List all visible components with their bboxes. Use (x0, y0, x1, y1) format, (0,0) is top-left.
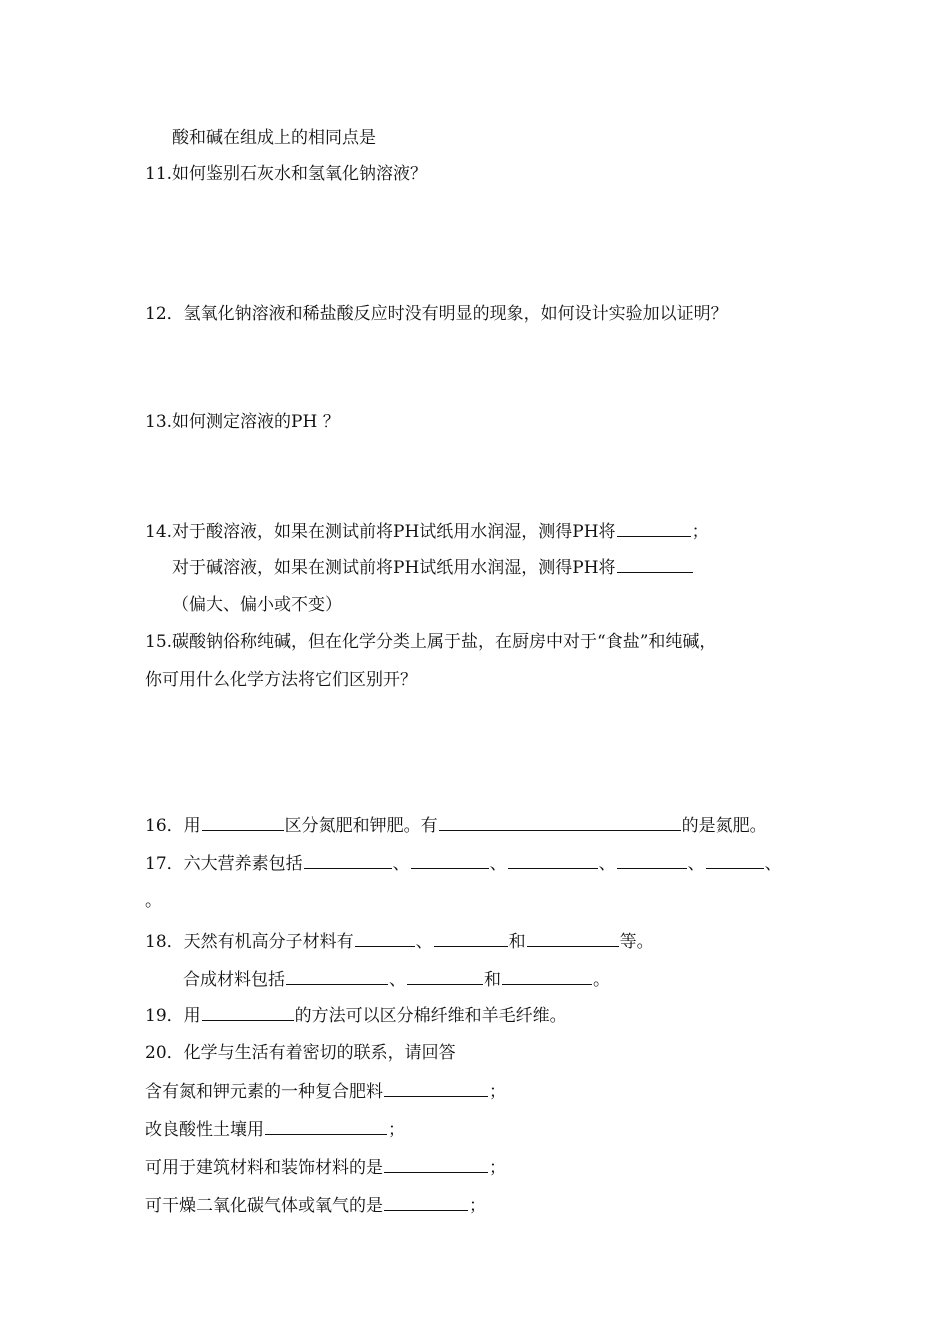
answer-blank[interactable] (434, 928, 508, 947)
answer-blank[interactable] (265, 1116, 387, 1135)
question-17-end (145, 889, 162, 913)
question-20-building (145, 1154, 506, 1178)
answer-blank[interactable] (439, 812, 681, 831)
line-text: 14.对于酸溶液，如果在测试前将PH试纸用水润湿，测得PH将 (145, 522, 616, 542)
line-text: 和 (508, 932, 526, 952)
question-13 (145, 410, 340, 434)
line-text: 18．天然有机高分子材料有 (145, 932, 354, 952)
question-17 (145, 850, 782, 874)
line-text: 、 (389, 970, 406, 990)
question-18 (145, 928, 654, 952)
line-text: 可用于建筑材料和装饰材料的是 (145, 1158, 383, 1178)
line-text: 的是氮肥。 (681, 816, 767, 836)
question-20-fertilizer (145, 1078, 506, 1102)
line-text: 15.碳酸钠俗称纯碱，但在化学分类上属于盐，在厨房中对于“食盐”和纯碱， (145, 632, 717, 652)
separator: 、 (764, 854, 782, 874)
answer-blank[interactable] (286, 966, 388, 985)
answer-blank[interactable] (508, 850, 598, 869)
separator: 、 (392, 854, 410, 874)
question-18-synthetic (183, 966, 610, 990)
question-11 (145, 162, 427, 186)
line-text: 。 (593, 970, 610, 990)
line-text: 和 (484, 970, 501, 990)
question-15-cont (145, 668, 417, 692)
line-text: ； (388, 1120, 405, 1140)
answer-blank[interactable] (502, 966, 592, 985)
answer-blank[interactable] (202, 1002, 294, 1021)
line-text: 酸和碱在组成上的相同点是 (172, 128, 376, 148)
line-text: 区分氮肥和钾肥。有 (284, 816, 438, 836)
answer-blank[interactable] (384, 1078, 488, 1097)
line-text: 。 (145, 891, 162, 911)
question-14-base (172, 554, 694, 578)
line-text: ； (489, 1158, 506, 1178)
line-text: 、 (415, 932, 433, 952)
answer-blank[interactable] (407, 966, 483, 985)
line-text: 20．化学与生活有着密切的联系，请回答 (145, 1043, 456, 1063)
answer-blank[interactable] (202, 812, 284, 831)
question-20-soil (145, 1116, 405, 1140)
question-14-options (172, 593, 342, 617)
question-14-acid (145, 518, 709, 542)
answer-blank[interactable] (384, 1192, 468, 1211)
question-16 (145, 812, 767, 836)
acid-base-common-point (172, 126, 376, 150)
answer-blank[interactable] (706, 850, 764, 869)
answer-blank[interactable] (411, 850, 489, 869)
line-text: 19．用 (145, 1006, 201, 1026)
line-text: ； (691, 522, 709, 542)
question-19 (145, 1002, 567, 1026)
answer-blank[interactable] (527, 928, 619, 947)
line-text: 含有氮和钾元素的一种复合肥料 (145, 1082, 383, 1102)
answer-blank[interactable] (617, 518, 691, 537)
answer-blank[interactable] (384, 1154, 488, 1173)
line-text: 的方法可以区分棉纤维和羊毛纤维。 (294, 1006, 567, 1026)
line-text: ； (469, 1196, 486, 1216)
line-text: （偏大、偏小或不变） (172, 595, 342, 615)
answer-blank[interactable] (304, 850, 392, 869)
line-text: 等。 (619, 932, 654, 952)
line-text: 12．氢氧化钠溶液和稀盐酸反应时没有明显的现象，如何设计实验加以证明？ (145, 304, 728, 324)
question-20-drying (145, 1192, 486, 1216)
line-text: 17．六大营养素包括 (145, 854, 303, 874)
separator: 、 (598, 854, 616, 874)
line-text: ； (489, 1082, 506, 1102)
line-text: 改良酸性土壤用 (145, 1120, 264, 1140)
answer-blank[interactable] (617, 850, 687, 869)
answer-blank[interactable] (355, 928, 415, 947)
question-12 (145, 302, 728, 326)
line-text: 对于碱溶液，如果在测试前将PH试纸用水润湿，测得PH将 (172, 558, 616, 578)
line-text: 13.如何测定溶液的PH ？ (145, 412, 340, 432)
answer-blank[interactable] (617, 554, 693, 573)
separator: 、 (489, 854, 507, 874)
line-text: 你可用什么化学方法将它们区别开？ (145, 670, 417, 690)
line-text: 11.如何鉴别石灰水和氢氧化钠溶液？ (145, 164, 428, 184)
separator: 、 (687, 854, 705, 874)
question-20 (145, 1041, 456, 1065)
line-text: 可干燥二氧化碳气体或氧气的是 (145, 1196, 383, 1216)
line-text: 合成材料包括 (183, 970, 285, 990)
line-text: 16．用 (145, 816, 201, 836)
question-15 (145, 630, 716, 654)
